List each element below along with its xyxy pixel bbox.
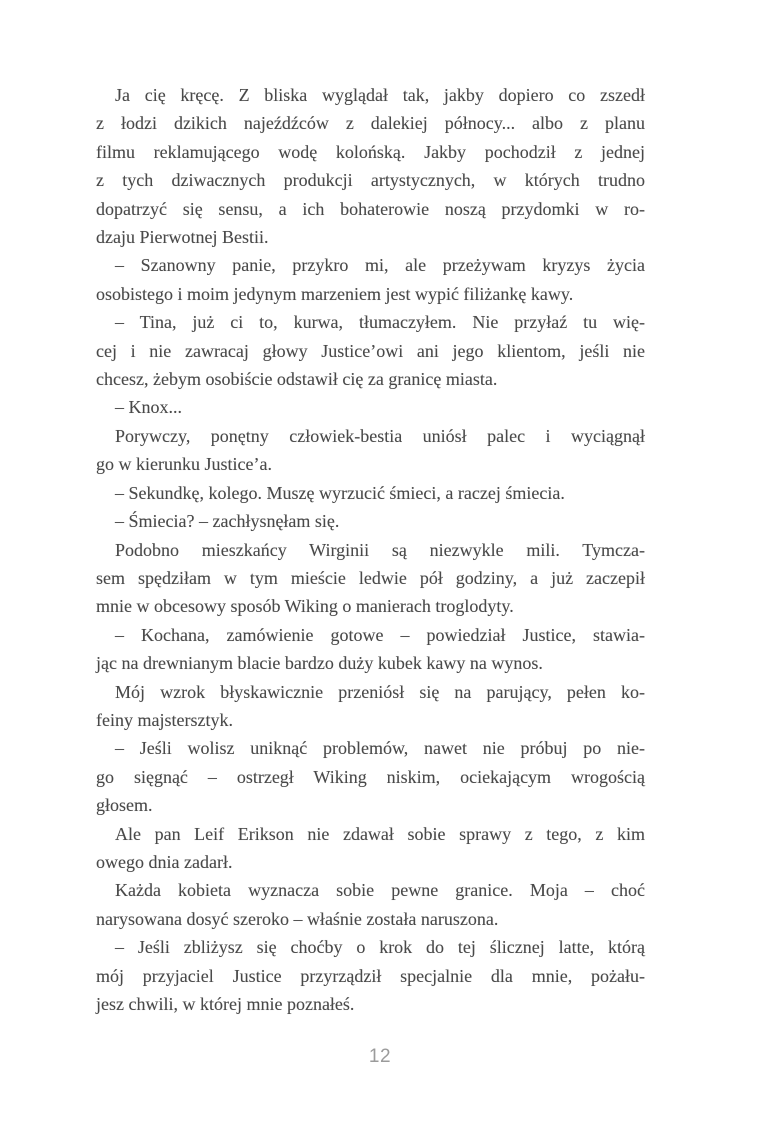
text-line: – Knox...: [115, 397, 182, 418]
paragraph: [96, 536, 645, 621]
text-line: – Jeśli wolisz uniknąć problemów, nawet nie próbuj po nie-: [115, 738, 645, 759]
text-line: Ale pan Leif Erikson nie zdawał sobie sprawy z tego, z kim: [115, 823, 645, 844]
text-line: – Kochana, zamówienie gotowe – powiedział Justice, stawia-: [115, 624, 645, 645]
text-line: jesz chwili, w której mnie poznałeś.: [96, 994, 355, 1014]
paragraph: [96, 933, 645, 1018]
paragraph: [96, 393, 645, 421]
paragraph: [96, 876, 645, 933]
text-line: go sięgnąć – ostrzegł Wiking niskim, ociekającym wrogością: [96, 766, 645, 787]
paragraph: [96, 422, 645, 479]
text-line: – Jeśli zbliżysz się choćby o krok do tej ślicznej latte, którą: [115, 937, 645, 958]
text-line: narysowana dosyć szeroko – właśnie została naruszona.: [96, 908, 499, 929]
paragraph: [96, 820, 645, 877]
text-line: Każda kobieta wyznacza sobie pewne granice. Moja – choć: [115, 880, 645, 901]
paragraph: [96, 621, 645, 678]
text-line: chcesz, żebym osobiście odstawił cię za granicę miasta.: [96, 369, 498, 390]
text-line: mnie w obcesowy sposób Wiking o manierach troglodyty.: [96, 596, 514, 617]
text-line: feiny majstersztyk.: [96, 709, 233, 730]
text-line: filmu reklamującego wodę kolońską. Jakby pochodził z jednej: [96, 141, 645, 162]
paragraph: [96, 678, 645, 735]
text-line: – Sekundkę, kolego. Muszę wyrzucić śmieci, a raczej śmiecia.: [115, 482, 565, 503]
text-line: dopatrzyć się sensu, a ich bohaterowie noszą przydomki w ro-: [96, 198, 645, 219]
text-line: z tych dziwacznych produkcji artystycznych, w których trudno: [96, 170, 645, 191]
paragraph: [96, 734, 645, 819]
paragraph: [96, 479, 645, 507]
text-line: sem spędziłam w tym mieście ledwie pół godziny, a już zaczepił: [96, 567, 645, 588]
paragraph: [96, 81, 645, 251]
text-line: mój przyjaciel Justice przyrządził specjalnie dla mnie, pożału-: [96, 965, 645, 986]
text-line: z łodzi dzikich najeźdźców z dalekiej północy... albo z planu: [96, 113, 645, 134]
text-line: cej i nie zawracaj głowy Justice’owi ani jego klientom, jeśli nie: [96, 340, 645, 361]
paragraph: [96, 308, 645, 393]
paragraph: [96, 507, 645, 535]
text-line: jąc na drewnianym blacie bardzo duży kubek kawy na wynos.: [96, 653, 543, 674]
text-line: Porywczy, ponętny człowiek-bestia uniósł palec i wyciągnął: [115, 425, 645, 446]
text-line: – Śmiecia? – zachłysnęłam się.: [115, 511, 340, 532]
text-line: dzaju Pierwotnej Bestii.: [96, 227, 269, 248]
paragraph: [96, 251, 645, 308]
text-line: Mój wzrok błyskawicznie przeniósł się na parujący, pełen ko-: [115, 681, 645, 702]
text-column: [96, 81, 645, 1018]
text-line: owego dnia zadarł.: [96, 851, 233, 872]
text-line: go w kierunku Justice’a.: [96, 454, 272, 475]
text-line: osobistego i moim jedynym marzeniem jest wypić filiżankę kawy.: [96, 283, 574, 304]
text-line: głosem.: [96, 795, 153, 816]
text-line: Ja cię kręcę. Z bliska wyglądał tak, jakby dopiero co zszedł: [115, 85, 645, 105]
page-number: 12: [368, 1046, 392, 1067]
text-line: Podobno mieszkańcy Wirginii są niezwykle mili. Tymcza-: [115, 539, 645, 560]
text-line: – Szanowny panie, przykro mi, ale przeżywam kryzys życia: [115, 255, 645, 276]
text-line: – Tina, już ci to, kurwa, tłumaczyłem. Nie przyłaź tu wię-: [115, 312, 645, 333]
